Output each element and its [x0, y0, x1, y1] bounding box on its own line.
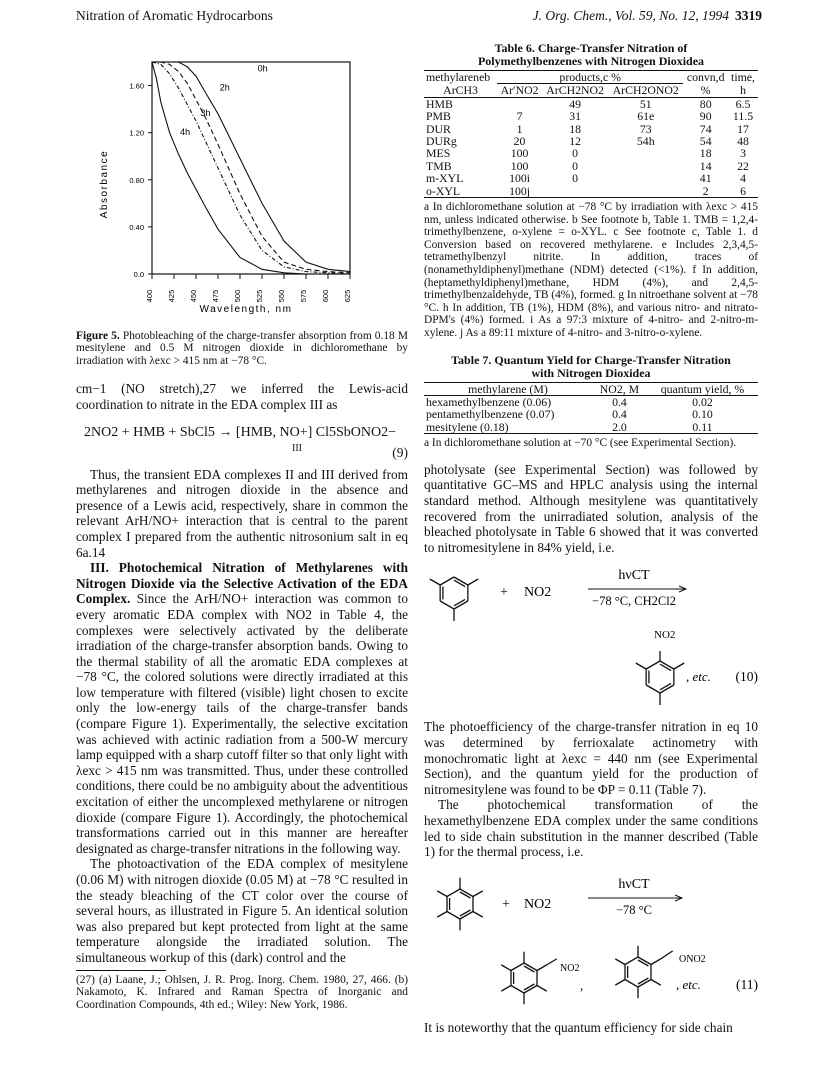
equation-9-line	[76, 425, 408, 441]
table-cell: 0.10	[692, 407, 713, 422]
paragraph-thus: Thus, the transient EDA complexes II and III derived from methylarenes and nitrogen dioxide in the absence and presence of a Lewis acid, respectively, share in common the relevant ArH/NO+ interaction that is central to the parent complex I prepared from the authentic nitrosonium salt in eq 6a.14	[76, 466, 408, 560]
header-col: NO2, M	[592, 382, 647, 395]
x-ticks	[145, 274, 352, 302]
paragraph-hexamethylbenzene: The photochemical transformation of the hexamethylbenzene EDA complex under the same conditions led to side chain substitution in the manner described (Table 1) for the thermal process, i.e.	[424, 797, 758, 860]
equation-11	[424, 864, 758, 1014]
y-tick-label: 1.60	[129, 81, 144, 91]
table-cell: 100j	[509, 183, 531, 198]
y-ticks	[129, 82, 152, 279]
y-tick-label: 0.0	[133, 270, 144, 279]
table-cell: 80	[699, 96, 712, 111]
table-cell: 48	[737, 134, 749, 149]
curve-label-3h: 3h	[200, 108, 211, 119]
curve-label-2h: 2h	[219, 82, 230, 93]
substituent-bond	[615, 959, 625, 965]
header-col: ArCH2NO2	[542, 84, 608, 97]
table-cell: 6.5	[735, 96, 751, 111]
table-cell: 12	[569, 134, 581, 149]
table-row	[424, 147, 758, 159]
product2-ono2-label: ONO2	[679, 953, 706, 965]
journal-citation	[533, 8, 762, 24]
table-header-row	[424, 84, 758, 97]
table-cell: 90	[699, 109, 712, 124]
x-axis-label: Wavelength, nm	[199, 304, 293, 315]
table-cell: HMB	[426, 96, 453, 111]
journal-name: J. Org. Chem., Vol. 59, No. 12, 1994	[532, 8, 729, 23]
table-cell: pentamethylbenzene (0.07)	[426, 407, 555, 422]
table-6-title-line2: Polymethylbenzenes with Nitrogen Dioxidea	[477, 54, 705, 68]
table-cell: 14	[699, 158, 712, 173]
x-tick-label: 400	[145, 289, 154, 303]
mesitylene-structure	[430, 577, 478, 621]
table-row	[424, 185, 758, 197]
table-cell: 54h	[636, 134, 655, 149]
table-cell: 18	[569, 121, 581, 136]
header-col: ArCH2ONO2	[608, 84, 683, 97]
arrow-bottom-label: −78 °C	[615, 902, 653, 917]
table-cell: 0	[572, 158, 579, 173]
x-tick-label: 500	[233, 289, 242, 303]
ring-bond	[646, 685, 660, 693]
ring-bond	[625, 957, 638, 965]
table-6-title	[424, 42, 758, 68]
ring-double-bond	[460, 910, 470, 916]
ring-double-bond	[460, 892, 470, 898]
y-tick-label: 0.80	[129, 175, 144, 185]
equation-number: (10)	[735, 669, 758, 685]
ring-double-bond	[454, 600, 465, 606]
table-cell: MES	[426, 146, 451, 161]
table-cell: 7	[516, 109, 523, 124]
table-cell: DURg	[426, 134, 457, 149]
table-cell: m-XYL	[426, 171, 464, 186]
nitrite-product-structure	[615, 945, 672, 998]
ring-bond	[440, 601, 454, 609]
ring-double-bond	[660, 665, 671, 671]
table-7-title-line2: with Nitrogen Dioxidea	[531, 365, 651, 380]
product-separator: ,	[580, 977, 584, 993]
section-heading: III. Photochemical Nitration of Methylarenes with Nitrogen Dioxide via the Selective Activation of the EDA Complex.	[76, 560, 408, 607]
section-iii-paragraph	[76, 560, 408, 856]
table-cell: 61e	[637, 109, 655, 124]
table-cell: 0.4	[612, 407, 627, 422]
figure-5-chart	[76, 42, 408, 322]
equation-9-number: (9)	[392, 444, 408, 460]
table-cell	[542, 185, 608, 197]
running-head: Nitration of Aromatic Hydrocarbons	[76, 8, 273, 23]
plus-sign: +	[500, 585, 508, 601]
table-cell: 2.0	[612, 419, 627, 434]
table-cell: TMB	[426, 158, 452, 173]
table-cell: 0.11	[692, 419, 713, 434]
paragraph-photoefficiency: The photoefficiency of the charge-transfer nitration in eq 10 was determined by ferrioxalate actinometry with monochromatic light at λexc = 440 nm (see Experimental Section), and the quantum yield for the production of nitromesitylene was found to be ΦP = 0.11 (Table 7).	[424, 719, 758, 797]
figure-caption-text: Photobleaching of the charge-transfer absorption from 0.18 M mesitylene and 0.5 M nitrogen dioxide in dichloromethane by irradiation with λexc > 415 nm at −78 °C.	[76, 329, 408, 367]
table-cell: 1	[516, 121, 523, 136]
etc-text: , etc.	[676, 976, 701, 992]
table-cell: o-XYL	[426, 183, 461, 198]
header-convn: convn,d	[686, 70, 725, 85]
ring-bond	[511, 963, 524, 971]
table-cell: 54	[699, 134, 712, 149]
footnote-rule	[76, 970, 166, 971]
etc-text: , etc.	[686, 669, 711, 685]
table-row	[424, 172, 758, 184]
section-text: Since the ArH/NO+ interaction was common to every aromatic EDA complex with NO2 in Table 4, the complexes were selectively activated by the deliberate irradiation of the charge-transfer absorption bands. Owing to the thermal stability of all the aromatic EDA complexes at −78 °C, the colored solutions were directly irradiated at this low temperature with filtered (visible) light chosen to excite only the low-energy tails of the charge-transfer bands (compare Figure 1). Experimentally, the selective excitation was achieved with actinic radiation from a 500-W mercury lamp equipped with a sharp cutoff filter so that only light with λexc > 415 nm was transmitted. Thus, under these controlled conditions, there could be no ambiguity about the adventitious excitation of either the uncomplexed methylarene or nitrogen dioxide (compare Figure 1). Accordingly, the photochemical transformations carried out in this manner are hereafter designated as charge-transfer nitrations in the following way.	[76, 591, 408, 856]
table-cell: 4	[740, 171, 746, 186]
table-row	[424, 421, 758, 433]
ring-bond	[646, 661, 660, 669]
ring-bond	[447, 911, 460, 919]
table-row	[424, 408, 758, 420]
table-cell	[608, 172, 683, 184]
ring-double-bond	[524, 966, 534, 972]
ring-double-bond	[660, 684, 671, 690]
ring-bond	[625, 979, 638, 987]
chart-curves	[152, 62, 350, 274]
right-column	[424, 42, 758, 1035]
table-6-footnotes: a In dichloromethane solution at −78 °C by irradiation with λexc > 415 nm, unless indicated otherwise. b See footnote b, Table 1. TMB = 1,2,4-trimethylbenzene, o-xylene = o-XYL. c See footnote c, Table 1. d Conversion based on recovered methylarene. e Includes 2,3,4,5-tetramethylbenzyl nitrite. In addition, traces of (nonamethyldiphenyl)methane (NDM) detected (<1%). f In addition, (heptamethyldiphenyl)methane, HDM (4%), and 2,4,5-trimethylbenzaldehyde, TB (4%), formed. g In nitroethane solvent at −78 °C. h In addition, TB (1%), HDM (8%), and various nitro- and nitrato-DPM's (4%) formed. i As a 97:3 mixture of 4-nitro- and 2-nitro-m-xylene. j As a 89:11 mixture of 4-nitro- and 3-nitro-o-xylene.	[424, 201, 758, 339]
equation-9	[76, 425, 408, 461]
table-cell: 6	[740, 183, 746, 198]
table-cell	[608, 147, 683, 159]
arrow-top-label: hνCT	[618, 568, 650, 584]
figure-caption-label: Figure 5.	[76, 329, 120, 342]
table-cell: 0.02	[692, 395, 713, 409]
x-tick-label: 600	[321, 289, 330, 303]
table-cell: DUR	[426, 121, 451, 136]
substituent-bond	[636, 663, 646, 669]
y-tick-label: 0.40	[129, 222, 144, 232]
paragraph-last: It is noteworthy that the quantum efficiency for side chain	[424, 1019, 733, 1035]
substituent-bond	[651, 959, 661, 965]
table-cell: 73	[639, 121, 652, 136]
table-cell: 2	[702, 183, 709, 198]
hexamethylbenzene-structure	[437, 877, 482, 930]
table-7-footnote: a In dichloromethane solution at −70 °C (see Experimental Section).	[424, 437, 737, 450]
table-cell: 100i	[509, 171, 531, 186]
nitromethyl-product-structure	[501, 951, 556, 1004]
substituent-bond	[430, 579, 440, 585]
ring-double-bond	[524, 984, 534, 990]
curve-label-4h: 4h	[180, 127, 191, 138]
table-cell: 51	[639, 96, 652, 111]
table-cell: 17	[737, 121, 749, 136]
x-tick-label: 550	[277, 289, 286, 303]
table-header-row	[424, 382, 758, 395]
table-6-title-line1: Table 6. Charge-Transfer Nitration of	[494, 41, 688, 55]
ring-bond	[511, 985, 524, 993]
table-cell: PMB	[426, 109, 451, 124]
curve-label-0h: 0h	[257, 63, 268, 74]
y-axis-label: Absorbance	[99, 149, 110, 219]
table-cell: 100	[510, 146, 529, 161]
table-cell	[608, 160, 683, 172]
arrow-bottom-label: −78 °C, CH2Cl2	[592, 594, 676, 609]
substituent-bond	[468, 579, 478, 585]
table-7-body	[424, 396, 758, 434]
equation-10	[424, 559, 758, 709]
substituent-bond	[547, 959, 557, 965]
nitromesitylene-structure	[636, 651, 684, 705]
figure-5-caption	[76, 330, 408, 368]
series-line-3h	[152, 62, 350, 274]
product1-no2-label: NO2	[560, 962, 580, 974]
table-cell: 22	[737, 158, 749, 173]
equation-9-label-iii: III	[292, 442, 302, 454]
substituent-bond	[651, 979, 661, 985]
header-col: methylarene (M)	[424, 382, 592, 395]
table-header-row	[424, 71, 758, 84]
table-row	[424, 110, 758, 122]
table-cell: hexamethylbenzene (0.06)	[426, 395, 552, 409]
paragraph-photoactivation: The photoactivation of the EDA complex of mesitylene (0.06 M) with nitrogen dioxide (0.05 M) at −78 °C resulted in the steady bleaching of the CT color over the course of several hours, as illustrated in Figure 5. An identical solution was also prepared but kept protected from light at the same temperature alongside the irradiated solution. The simultaneous workup of this (dark) control and the	[76, 856, 408, 965]
header-methylarene: methylareneb	[426, 70, 491, 85]
header-convn-unit: %	[683, 84, 728, 97]
table-6	[424, 70, 758, 197]
table-cell: 0	[572, 171, 579, 186]
arrow-top-label: hνCT	[618, 876, 650, 892]
ring-double-bond	[638, 960, 648, 966]
equation-number: (11)	[736, 976, 758, 992]
table-cell: 41	[699, 171, 712, 186]
plus-sign: +	[502, 896, 510, 912]
substituent-bond	[473, 911, 483, 917]
table-7-title	[424, 354, 758, 380]
left-column	[76, 42, 408, 1011]
x-tick-label: 425	[167, 289, 176, 303]
substituent-bond	[615, 979, 625, 985]
ring-bond	[447, 889, 460, 897]
product-no2-label: NO2	[654, 629, 676, 642]
x-tick-label: 575	[299, 289, 308, 303]
substituent-bond	[501, 965, 511, 971]
substituent-bond	[537, 965, 547, 971]
table-cell: 31	[569, 109, 581, 124]
x-tick-label: 525	[255, 289, 264, 303]
ring-double-bond	[638, 978, 648, 984]
table-7	[424, 382, 758, 434]
substituent-bond	[537, 985, 547, 991]
reagent-no2: NO2	[524, 585, 552, 601]
substituent-bond	[674, 663, 684, 669]
header-col: quantum yield, %	[647, 382, 758, 395]
table-cell: 0.4	[612, 395, 627, 409]
reagent-no2: NO2	[524, 896, 552, 912]
header-products: products,c %	[497, 71, 683, 84]
substituent-bond	[437, 911, 447, 917]
footnote-27: (27) (a) Laane, J.; Ohlsen, J. R. Prog. Inorg. Chem. 1980, 27, 466. (b) Nakamoto, K. Infrared and Raman Spectra of Inorganic and Coordination Compounds, 4th ed.; Wiley: New York, 1986.	[76, 973, 408, 1011]
table-cell: 49	[569, 96, 581, 111]
substituent-bond	[661, 951, 673, 959]
table-6-body	[424, 97, 758, 197]
table-cell: 11.5	[732, 109, 754, 124]
ring-double-bond	[454, 581, 465, 587]
substituent-bond	[501, 985, 511, 991]
table-7-title-line1: Table 7. Quantum Yield for Charge-Transfer Nitration	[451, 352, 731, 367]
substituent-bond	[473, 891, 483, 897]
x-tick-label: 475	[211, 289, 220, 303]
equation-9-text: 2NO2 + HMB + SbCl5 → [HMB, NO+] Cl5SbONO2−	[84, 424, 396, 440]
paragraph-cm: cm−1 (NO stretch),27 we inferred the Lewis-acid coordination to nitrate in the EDA complex III as	[76, 381, 408, 412]
table-cell: 74	[699, 121, 712, 136]
ring-bond	[440, 577, 454, 585]
table-cell: 18	[699, 146, 712, 161]
header-time-unit: h	[728, 84, 758, 97]
x-tick-label: 625	[343, 289, 352, 303]
table-cell: 0	[572, 146, 579, 161]
paragraph-photolysate: photolysate (see Experimental Section) was followed by quantitative GC–MS and HPLC analysis using the internal standard method. Although mesitylene was quantitatively recovered from the unirradiated solution, analysis of the bleached photolysate in Table 6 showed that it was converted to nitromesitylene in 84% yield, i.e.	[424, 461, 758, 555]
header-col: Ar′NO2	[497, 84, 542, 97]
substituent-bond	[437, 891, 447, 897]
table-cell: 3	[740, 146, 746, 161]
x-tick-label: 450	[189, 289, 198, 303]
table-cell: 20	[513, 134, 526, 149]
page-number: 3319	[735, 8, 762, 23]
header-arch3: ArCH3	[424, 84, 497, 97]
y-tick-label: 1.20	[129, 128, 144, 138]
header-time: time,	[731, 70, 755, 85]
table-cell: 100	[510, 158, 529, 173]
table-cell	[608, 185, 683, 197]
table-cell: mesitylene (0.18)	[426, 419, 509, 434]
